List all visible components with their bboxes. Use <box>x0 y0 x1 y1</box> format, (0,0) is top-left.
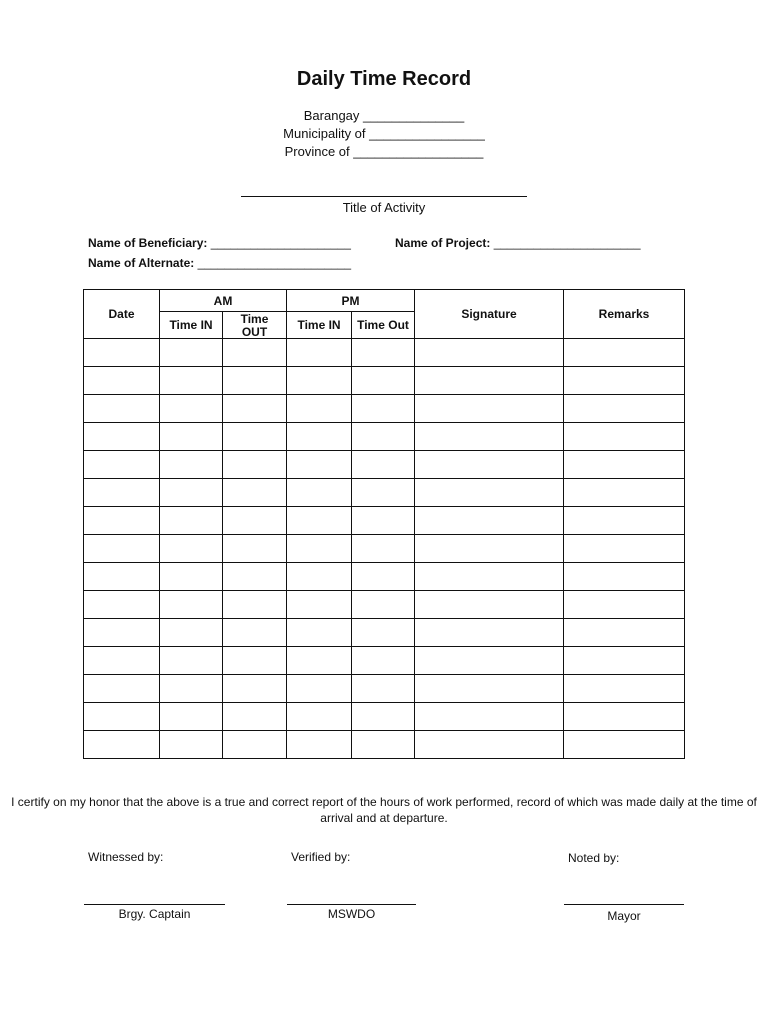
signature-cell[interactable] <box>415 507 564 535</box>
am-time-out-cell[interactable] <box>223 535 287 563</box>
pm-time-out-header: Time Out <box>352 312 415 339</box>
page-title: Daily Time Record <box>296 68 472 90</box>
table-row <box>84 535 685 563</box>
pm-time-in-cell[interactable] <box>287 507 352 535</box>
signature-cell[interactable] <box>415 451 564 479</box>
pm-time-out-cell[interactable] <box>352 731 415 759</box>
am-time-out-header <box>223 312 287 339</box>
pm-time-in-cell[interactable] <box>287 451 352 479</box>
am-time-in-cell[interactable] <box>160 507 223 535</box>
table-row <box>84 367 685 395</box>
alternate-blank: _______________________ <box>197 256 352 270</box>
pm-time-in-cell[interactable] <box>287 619 352 647</box>
table-row <box>84 507 685 535</box>
am-time-in-cell[interactable] <box>160 535 223 563</box>
table-row <box>84 675 685 703</box>
noted-title: Mayor <box>607 909 641 923</box>
time-record-table <box>83 289 685 759</box>
verified-signature-line <box>287 904 416 905</box>
table-row <box>84 395 685 423</box>
witnessed-title: Brgy. Captain <box>118 907 191 921</box>
remarks-cell[interactable] <box>564 591 685 619</box>
alternate-field <box>88 256 351 270</box>
date-cell[interactable] <box>84 591 160 619</box>
remarks-cell[interactable] <box>564 367 685 395</box>
am-time-in-cell[interactable] <box>160 647 223 675</box>
alternate-label: Name of Alternate: <box>88 256 195 270</box>
am-time-in-cell[interactable] <box>160 423 223 451</box>
remarks-header: Remarks <box>564 290 685 339</box>
date-cell[interactable] <box>84 619 160 647</box>
table-row <box>84 339 685 367</box>
signature-cell[interactable] <box>415 619 564 647</box>
signature-cell[interactable] <box>415 423 564 451</box>
pm-time-out-cell[interactable] <box>352 619 415 647</box>
date-cell[interactable] <box>84 367 160 395</box>
date-cell[interactable] <box>84 451 160 479</box>
pm-time-in-cell[interactable] <box>287 423 352 451</box>
pm-time-in-cell[interactable] <box>287 731 352 759</box>
table-row <box>84 563 685 591</box>
verified-title: MSWDO <box>327 907 376 921</box>
municipality-line: Municipality of ________________ <box>283 126 485 141</box>
am-time-in-cell[interactable] <box>160 619 223 647</box>
remarks-cell[interactable] <box>564 507 685 535</box>
remarks-cell[interactable] <box>564 563 685 591</box>
pm-time-in-cell[interactable] <box>287 535 352 563</box>
remarks-cell[interactable] <box>564 647 685 675</box>
remarks-cell[interactable] <box>564 703 685 731</box>
noted-by-label: Noted by: <box>568 851 620 865</box>
table-row <box>84 647 685 675</box>
noted-signature-line <box>564 904 684 905</box>
signature-cell[interactable] <box>415 395 564 423</box>
activity-title-label: Title of Activity <box>342 200 426 215</box>
am-time-out-cell[interactable] <box>223 647 287 675</box>
pm-time-out-cell[interactable] <box>352 703 415 731</box>
am-time-out-cell[interactable] <box>223 423 287 451</box>
remarks-cell[interactable] <box>564 619 685 647</box>
remarks-cell[interactable] <box>564 451 685 479</box>
pm-time-in-cell[interactable] <box>287 703 352 731</box>
am-time-in-cell[interactable] <box>160 367 223 395</box>
date-cell[interactable] <box>84 479 160 507</box>
am-time-in-cell[interactable] <box>160 675 223 703</box>
pm-time-in-cell[interactable] <box>287 591 352 619</box>
beneficiary-label: Name of Beneficiary: <box>88 236 208 250</box>
pm-time-in-cell[interactable] <box>287 339 352 367</box>
am-time-out-cell[interactable] <box>223 731 287 759</box>
pm-time-out-cell[interactable] <box>352 647 415 675</box>
remarks-cell[interactable] <box>564 731 685 759</box>
activity-title-blank <box>241 196 527 197</box>
am-time-out-label: Time OUT <box>240 313 269 337</box>
witnessed-by-label: Witnessed by: <box>88 850 164 864</box>
remarks-cell[interactable] <box>564 395 685 423</box>
am-time-in-cell[interactable] <box>160 563 223 591</box>
pm-time-out-cell[interactable] <box>352 479 415 507</box>
am-time-in-cell[interactable] <box>160 479 223 507</box>
pm-time-in-cell[interactable] <box>287 395 352 423</box>
date-cell[interactable] <box>84 675 160 703</box>
remarks-cell[interactable] <box>564 423 685 451</box>
am-time-out-cell[interactable] <box>223 591 287 619</box>
remarks-cell[interactable] <box>564 675 685 703</box>
date-cell[interactable] <box>84 423 160 451</box>
signature-cell[interactable] <box>415 731 564 759</box>
date-cell[interactable] <box>84 563 160 591</box>
signature-cell[interactable] <box>415 703 564 731</box>
date-cell[interactable] <box>84 507 160 535</box>
date-cell[interactable] <box>84 647 160 675</box>
time-record-body <box>84 339 685 759</box>
signature-cell[interactable] <box>415 647 564 675</box>
date-cell[interactable] <box>84 339 160 367</box>
pm-time-out-cell[interactable] <box>352 675 415 703</box>
am-time-out-cell[interactable] <box>223 703 287 731</box>
beneficiary-field <box>88 236 351 250</box>
am-time-out-cell[interactable] <box>223 619 287 647</box>
table-row <box>84 479 685 507</box>
am-time-out-cell[interactable] <box>223 563 287 591</box>
am-time-out-cell[interactable] <box>223 479 287 507</box>
beneficiary-blank: _____________________ <box>210 236 351 250</box>
remarks-cell[interactable] <box>564 339 685 367</box>
am-time-out-cell[interactable] <box>223 367 287 395</box>
date-cell[interactable] <box>84 703 160 731</box>
signature-cell[interactable] <box>415 535 564 563</box>
pm-time-out-cell[interactable] <box>352 367 415 395</box>
pm-time-out-cell[interactable] <box>352 535 415 563</box>
pm-time-in-cell[interactable] <box>287 675 352 703</box>
pm-header: PM <box>287 290 415 312</box>
table-row <box>84 451 685 479</box>
signature-cell[interactable] <box>415 367 564 395</box>
am-time-out-cell[interactable] <box>223 395 287 423</box>
am-time-in-cell[interactable] <box>160 703 223 731</box>
pm-time-in-cell[interactable] <box>287 563 352 591</box>
am-time-in-cell[interactable] <box>160 591 223 619</box>
table-row <box>84 731 685 759</box>
remarks-cell[interactable] <box>564 479 685 507</box>
am-time-in-cell[interactable] <box>160 339 223 367</box>
certification-statement: I certify on my honor that the above is a true and correct report of the hours of work performed, record of which was made daily at the time of arrival and at departure. <box>11 795 757 825</box>
date-header: Date <box>84 290 160 339</box>
am-time-out-cell[interactable] <box>223 451 287 479</box>
pm-time-in-header: Time IN <box>287 312 352 339</box>
pm-time-out-cell[interactable] <box>352 591 415 619</box>
date-cell[interactable] <box>84 395 160 423</box>
pm-time-in-cell[interactable] <box>287 367 352 395</box>
table-row <box>84 703 685 731</box>
date-cell[interactable] <box>84 535 160 563</box>
witnessed-signature-line <box>84 904 225 905</box>
pm-time-in-cell[interactable] <box>287 647 352 675</box>
am-time-out-cell[interactable] <box>223 339 287 367</box>
am-time-in-cell[interactable] <box>160 395 223 423</box>
signature-cell[interactable] <box>415 675 564 703</box>
verified-by-label: Verified by: <box>291 850 351 864</box>
project-field <box>395 236 641 250</box>
signature-cell[interactable] <box>415 591 564 619</box>
table-row <box>84 423 685 451</box>
signature-cell[interactable] <box>415 563 564 591</box>
barangay-line: Barangay ______________ <box>303 108 465 123</box>
signature-header: Signature <box>415 290 564 339</box>
table-row <box>84 591 685 619</box>
signature-cell[interactable] <box>415 479 564 507</box>
am-time-in-cell[interactable] <box>160 451 223 479</box>
remarks-cell[interactable] <box>564 535 685 563</box>
pm-time-out-cell[interactable] <box>352 339 415 367</box>
pm-time-out-cell[interactable] <box>352 423 415 451</box>
pm-time-out-cell[interactable] <box>352 563 415 591</box>
province-line: Province of __________________ <box>284 144 484 159</box>
project-blank: ______________________ <box>493 236 641 250</box>
pm-time-out-cell[interactable] <box>352 507 415 535</box>
date-cell[interactable] <box>84 731 160 759</box>
am-time-in-cell[interactable] <box>160 731 223 759</box>
am-time-in-header: Time IN <box>160 312 223 339</box>
pm-time-out-cell[interactable] <box>352 451 415 479</box>
am-header: AM <box>160 290 287 312</box>
table-row <box>84 619 685 647</box>
am-time-out-cell[interactable] <box>223 507 287 535</box>
signature-cell[interactable] <box>415 339 564 367</box>
pm-time-in-cell[interactable] <box>287 479 352 507</box>
project-label: Name of Project: <box>395 236 491 250</box>
pm-time-out-cell[interactable] <box>352 395 415 423</box>
am-time-out-cell[interactable] <box>223 675 287 703</box>
